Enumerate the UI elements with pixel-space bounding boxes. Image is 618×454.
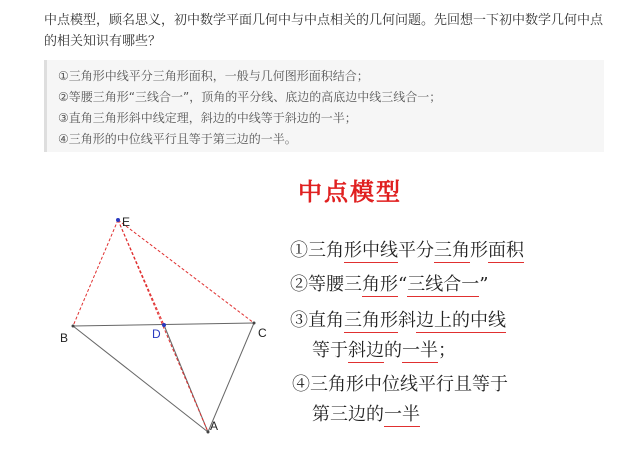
quote-line-1: ①三角形中线平分三角形面积，一般与几何图形面积结合； [58,69,369,83]
label-a: A [210,419,219,433]
text-span: 等于 [312,340,348,361]
midpoint-model-figure [58,160,558,454]
underlined-span: 一半 [402,340,438,361]
text-span: ②等腰三 [290,274,362,295]
underlined-span: 三角形 [344,310,398,331]
theorem-line-2 [290,270,488,296]
text-span: 平分 [398,240,434,261]
point-c [253,322,256,325]
underlined-span: 中线 [470,310,506,331]
text-span: ” [479,274,489,295]
theorem-line-3 [290,306,506,332]
underlined-span: 三线合一 [407,274,480,295]
theorem-line-4 [312,336,456,362]
text-span: 第三边的 [312,404,384,425]
text-span: 形 [470,240,488,261]
dashed-eb [73,220,118,326]
label-d: D [152,327,161,341]
text-span: ③直角 [290,310,344,331]
underlined-span: 角形 [362,274,398,295]
theorem-line-5: ④三角形中位线平行且等于 [292,374,508,395]
point-d [162,323,166,327]
figure-title: 中点模型 [298,177,402,206]
label-c: C [258,326,267,340]
underlined-span: 斜边 [348,340,384,361]
text-span: 斜 [398,310,416,331]
text-span: 的 [384,340,402,361]
dashed-ec [118,220,254,323]
text-span: “ [398,274,408,295]
segment-ab [73,326,208,432]
point-e [116,218,120,222]
label-b: B [60,331,69,345]
intro-paragraph: 中点模型，顾名思义，初中数学平面几何中与中点相关的几何问题。先回想一下初中数学几何中点的相关知识有哪些？ [44,13,604,49]
point-b [72,325,75,328]
theorem-line-1 [290,236,524,262]
quote-line-2: ②等腰三角形“三线合一”，顶角的平分线、底边的高底边中线三线合一； [58,90,442,104]
underlined-span: 边上的 [416,310,470,331]
label-e: E [122,215,131,229]
underlined-span: 形中线 [344,240,398,261]
quote-line-4: ④三角形的中位线平行且等于第三边的一半。 [58,132,297,146]
blockquote [44,60,604,152]
quote-line-3: ③直角三角形斜中线定理，斜边的中线等于斜边的一半； [58,111,357,125]
underlined-span: 面积 [488,240,524,261]
text-span: ； [438,340,456,361]
text-span: ①三角 [290,240,344,261]
theorem-line-6 [312,400,420,426]
underlined-span: 三角 [434,240,470,261]
underlined-span: 一半 [384,404,420,425]
segment-ac [208,323,254,432]
